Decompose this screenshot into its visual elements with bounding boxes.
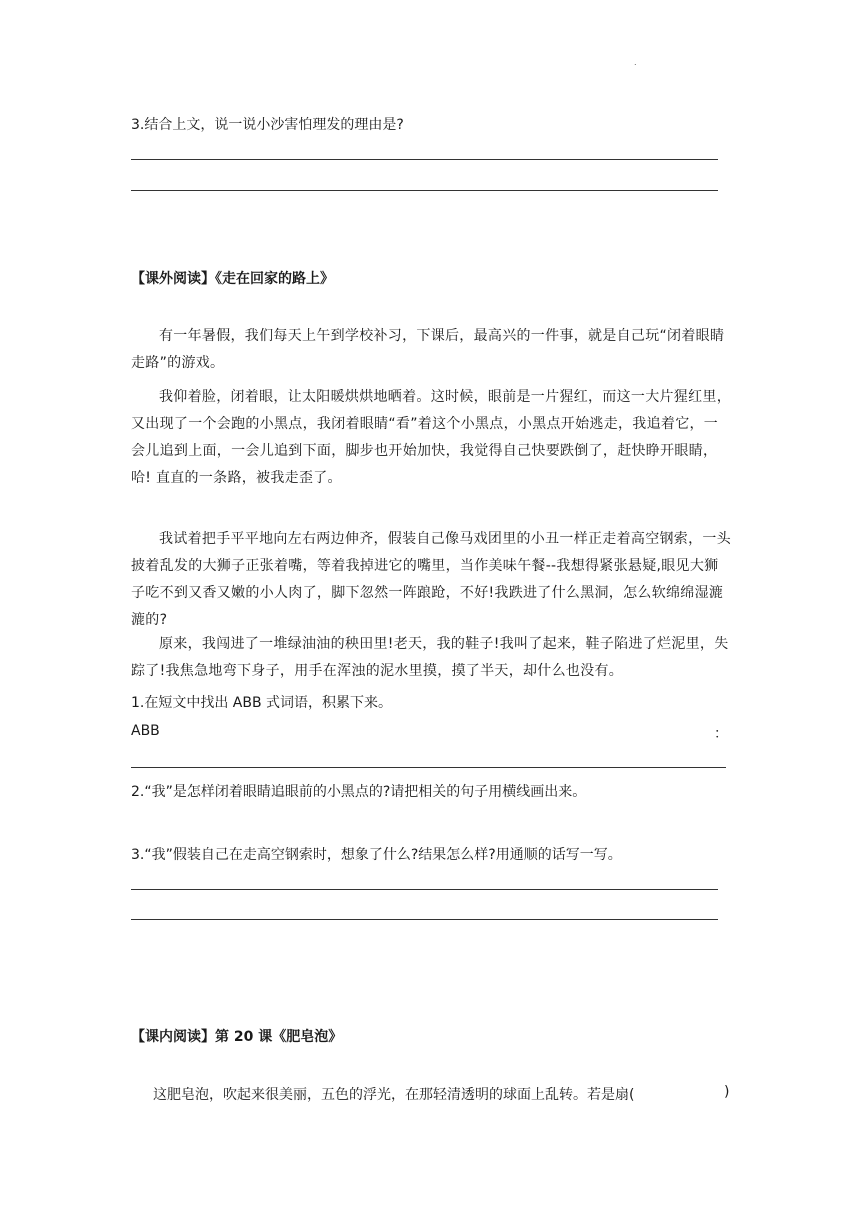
question-1: 1.在短文中找出 ABB 式词语，积累下来。 — [131, 695, 393, 711]
question-3: 3.“我”假装自己在走高空钢索时，想象了什么?结果怎么样?用通顺的话写一写。 — [131, 847, 622, 863]
last-paragraph: 这肥皂泡，吹起来很美丽，五色的浮光，在那轻清透明的球面上乱转。若是扇( — [153, 1087, 635, 1103]
paragraph-2: 我仰着脸，闭着眼，让太阳暖烘烘地晒着。这时候，眼前是一片猩红，而这一大片猩红里，又出现了一个会跑的小黑点，我闭着眼睛“看”着这个小黑点，小黑点开始逃走，我追着它，一会儿追到上面，一会儿追到下面，脚步也开始加快，我觉得自己快要跌倒了，赶快睁开眼睛，哈! 直直的一条路，被我走歪了。 — [131, 389, 731, 486]
answer-line[interactable] — [131, 190, 718, 191]
question-2: 2.“我”是怎样闭着眼睛追眼前的小黑点的?请把相关的句子用横线画出来。 — [131, 784, 587, 800]
top-mark: . — [634, 58, 637, 67]
question-3-previous: 3.结合上文，说一说小沙害怕理发的理由是? — [131, 117, 404, 133]
paragraph-4: 原来，我闯进了一堆绿油油的秧田里!老天，我的鞋子!我叫了起来，鞋子陷进了烂泥里，失踪了!我焦急地弯下身子，用手在浑浊的泥水里摸，摸了半天，却什么也没有。 — [131, 636, 729, 679]
answer-line[interactable] — [131, 889, 718, 890]
question-1-colon: ： — [714, 726, 728, 742]
question-1-label: ABB — [131, 723, 160, 739]
paragraph-1: 有一年暑假，我们每天上午到学校补习，下课后，最高兴的一件事，就是自己玩“闭着眼睛走路”的游戏。 — [131, 328, 725, 371]
paragraph-3: 我试着把手平平地向左右两边伸齐，假装自己像马戏团里的小丑一样正走着高空钢索，一头披着乱发的大狮子正张着嘴，等着我掉进它的嘴里，当作美味午餐--我想得紧张悬疑,眼见大狮子吃不到又香又嫩的小人肉了，脚下忽然一阵踉跄，不好!我跌进了什么黑洞，怎么软绵绵湿漉漉的? — [131, 531, 731, 628]
answer-line[interactable] — [131, 767, 726, 768]
last-paragraph-paren: ) — [724, 1084, 730, 1100]
answer-line[interactable] — [131, 159, 718, 160]
section-title-in-class: 【课内阅读】第 20 课《肥皂泡》 — [131, 1029, 343, 1045]
answer-line[interactable] — [131, 919, 718, 920]
section-title-extracurricular: 【课外阅读】《走在回家的路上》 — [131, 271, 334, 287]
